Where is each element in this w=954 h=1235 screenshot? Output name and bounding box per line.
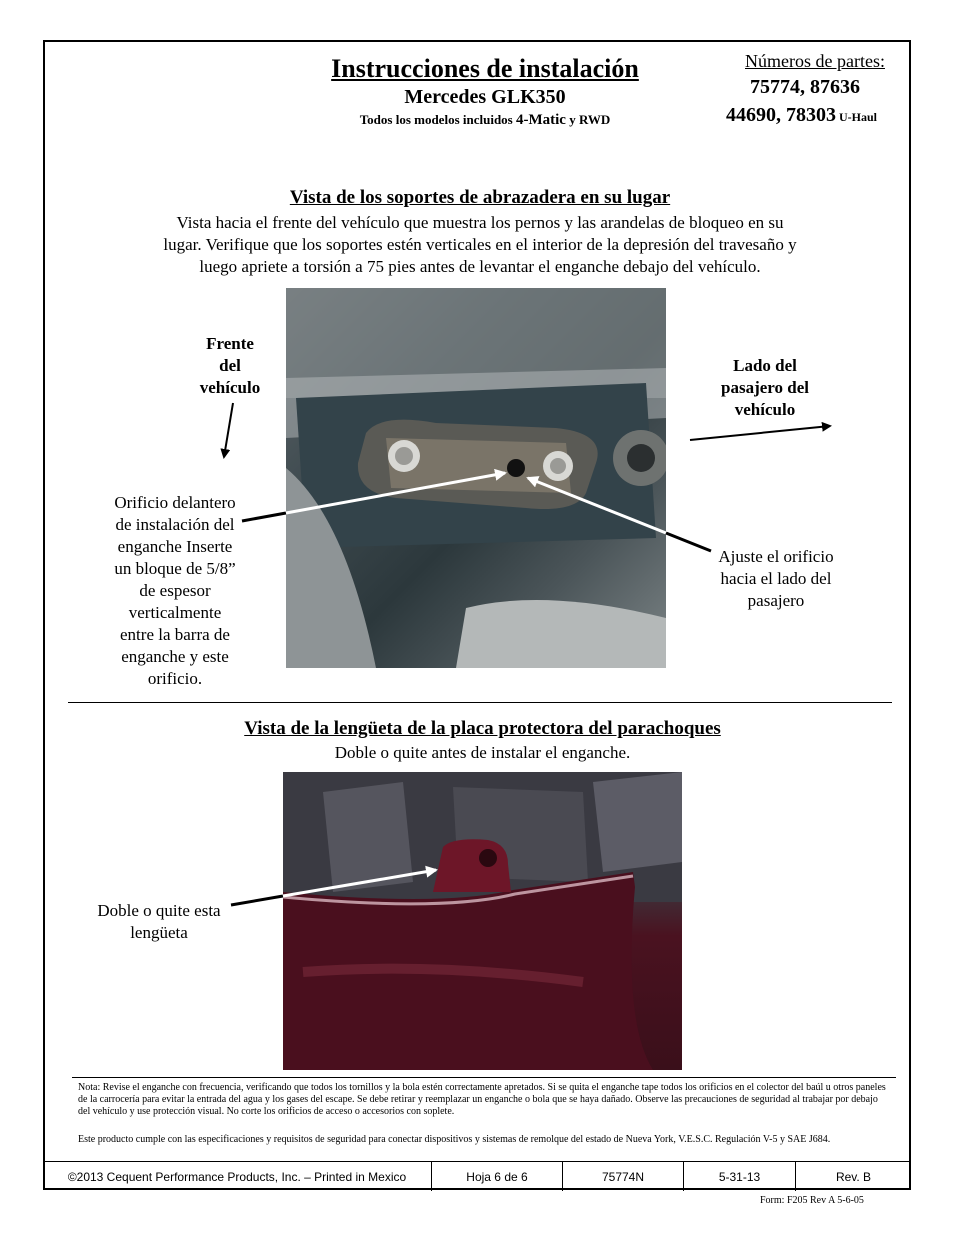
part-numbers-label: Números de partes: (745, 51, 885, 71)
models-matic: 4-Matic (515, 112, 566, 128)
section-divider (68, 702, 892, 703)
label-bend-tab (88, 900, 230, 944)
form-id: Form: F205 Rev A 5-6-05 (760, 1195, 864, 1206)
part-numbers-line2 (726, 104, 906, 127)
models-suffix: y RWD (565, 112, 611, 127)
label-line: orificio. (147, 669, 203, 688)
part-numbers-line2-value: 44690, 78303 (726, 104, 836, 126)
label-line: verticalmente (128, 603, 222, 622)
label-line: del (219, 356, 241, 375)
copyright-symbol: © (67, 1169, 77, 1184)
footer-table (43, 1161, 911, 1191)
part-numbers-line1: 75774, 87636 (750, 76, 860, 98)
page-title: Instrucciones de instalación (331, 54, 639, 83)
section1-text-line: lugar. Verifique que los soportes estén verticales en el interior de la depresión del travesaño y (163, 235, 797, 254)
label-line: de instalación del (115, 515, 235, 534)
section1-text-line: Vista hacia el frente del vehículo que muestra los pernos y las arandelas de bloqueo en su (176, 213, 784, 232)
uhaul-suffix: U-Haul (836, 110, 878, 124)
label-line: un bloque de 5/8” (114, 559, 236, 578)
label-passenger-side (700, 355, 830, 421)
label-line: enganche y este (121, 647, 229, 666)
bumper-tab-photo (283, 772, 682, 1070)
footer-doc-number: 75774N (563, 1162, 684, 1191)
safety-note: Nota: Revise el enganche con frecuencia, verificando que todos los tornillos y la bola estén correctamente apretados. Si se quita el enganche tape todos los orificios en el colector del baúl u otros paneles de la carrocería para evitar la entrada del agua y los gases del escape. Se debe retirar y reemplazar un enganche o bola que se haya dañado. Observe las precauciones de seguridad al trabajar por debajo del vehículo y use protección visual. No corte los orificios de acceso o accesorios con soplete. (78, 1082, 886, 1117)
vehicle-model: Mercedes GLK350 (404, 86, 566, 108)
models-prefix: Todos los modelos incluidos (359, 112, 516, 127)
label-line: vehículo (734, 400, 796, 419)
section2-text: Doble o quite antes de instalar el enganche. (334, 743, 631, 762)
label-line: Doble o quite esta (97, 901, 221, 920)
label-line: Lado del (733, 356, 797, 375)
models-included (240, 112, 730, 129)
bracket-photo-art (286, 288, 666, 668)
footer-date: 5-31-13 (684, 1162, 796, 1191)
label-line: pasajero del (721, 378, 809, 397)
section1-text (90, 212, 870, 278)
section2-title: Vista de la lengüeta de la placa protectora del parachoques (244, 718, 721, 739)
section1-text-line: luego apriete a torsión a 75 pies antes de levantar el enganche debajo del vehículo. (199, 257, 761, 276)
bumper-tab-photo-art (283, 772, 682, 1070)
notes-divider (72, 1077, 896, 1078)
compliance-note: Este producto cumple con las especificaciones y requisitos de seguridad para conectar dispositivos y sistemas de remolque del estado de Nueva York, V.E.S.C. Regulación V-5 y SAE J684. (78, 1134, 831, 1145)
footer-copyright (43, 1162, 432, 1191)
label-adjust-hole (700, 546, 852, 612)
label-front-of-vehicle (180, 333, 280, 399)
label-line: enganche Inserte (117, 537, 233, 556)
footer-revision: Rev. B (835, 1169, 872, 1184)
bracket-photo (286, 288, 666, 668)
label-line: Orificio delantero (114, 493, 236, 512)
label-line: Frente (206, 334, 254, 353)
label-line: hacia el lado del (720, 569, 832, 588)
label-front-hole (86, 492, 264, 690)
label-line: lengüeta (130, 923, 188, 942)
label-line: vehículo (199, 378, 261, 397)
copyright-text: 2013 Cequent Performance Products, Inc. – Printed in Mexico (76, 1169, 407, 1184)
section1-title: Vista de los soportes de abrazadera en su lugar (289, 187, 671, 208)
label-line: de espesor (139, 581, 211, 600)
label-line: entre la barra de (120, 625, 230, 644)
label-line: Ajuste el orificio (718, 547, 834, 566)
footer-sheet: Hoja 6 de 6 (432, 1162, 563, 1191)
label-line: pasajero (747, 591, 805, 610)
